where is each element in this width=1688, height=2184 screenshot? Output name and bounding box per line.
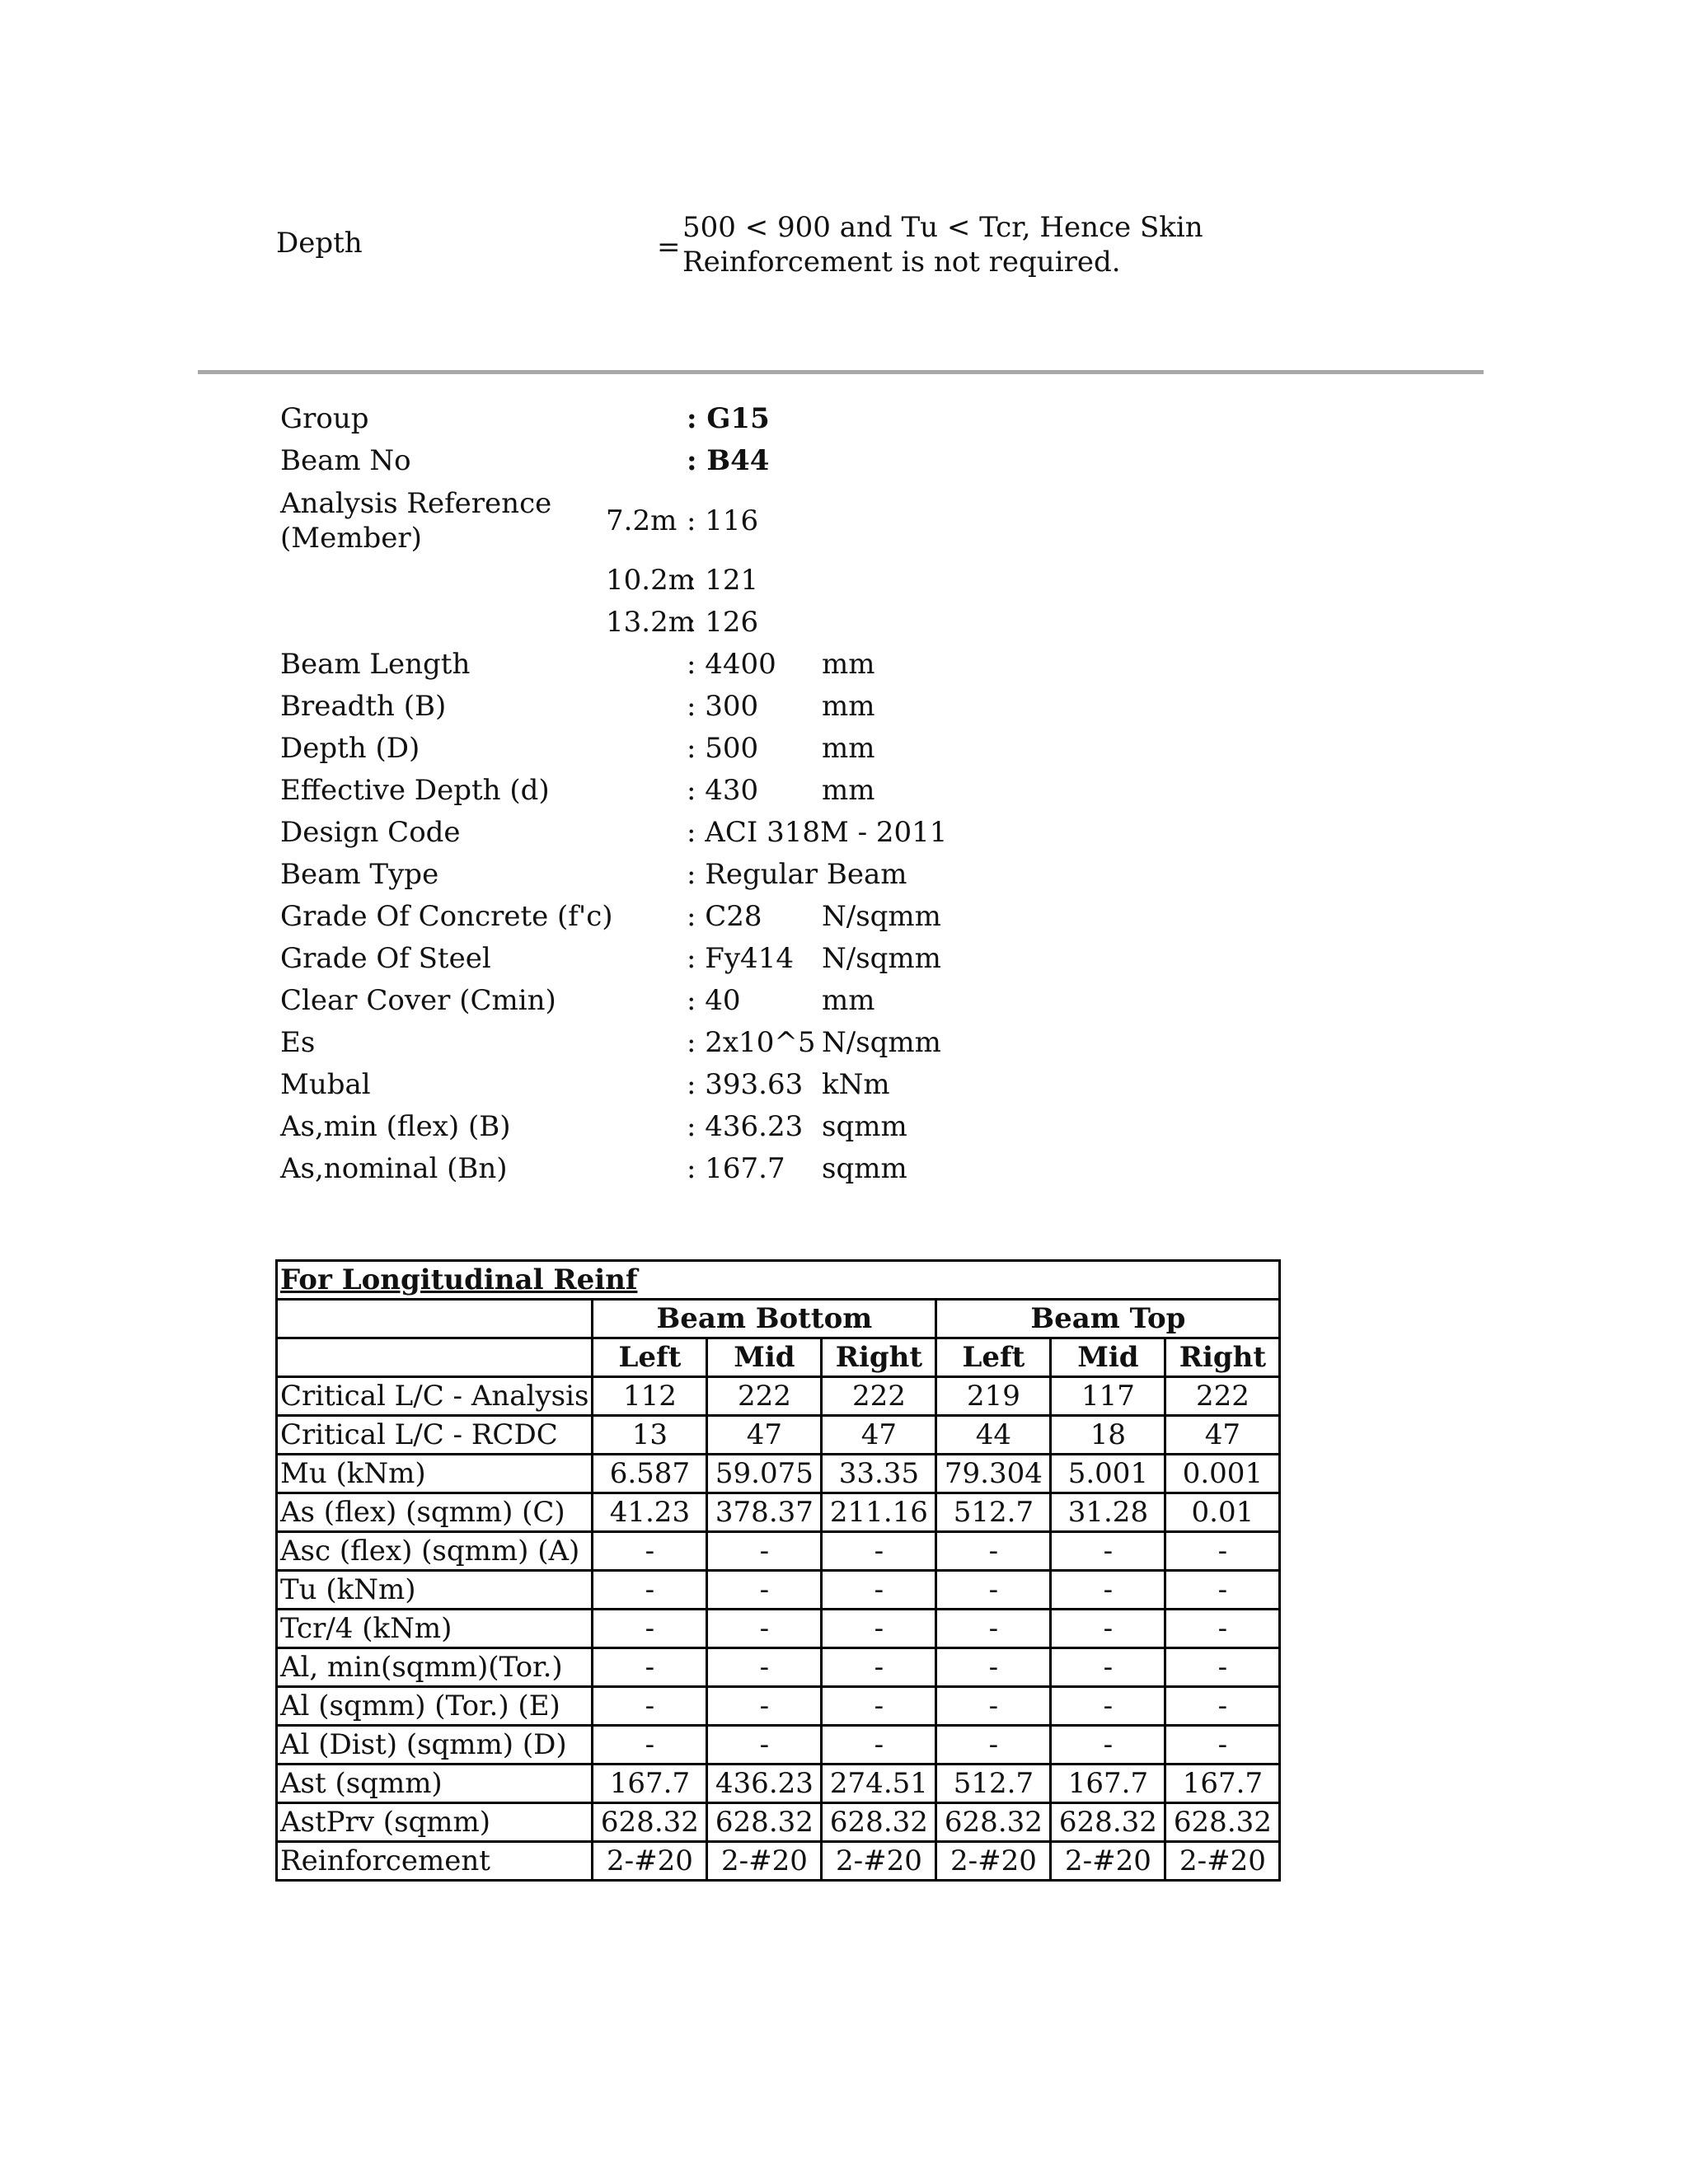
table-cell: - (936, 1687, 1051, 1726)
beam-no-value: : B44 (687, 444, 770, 477)
skin-check-text: 500 < 900 and Tu < Tcr, Hence Skin Reinforcement is not required. (682, 211, 1203, 279)
table-cell: 112 (593, 1377, 707, 1416)
param-unit: mm (822, 774, 875, 807)
table-cell: 219 (936, 1377, 1051, 1416)
table-cell: - (593, 1687, 707, 1726)
param-value: : 430 (687, 774, 759, 807)
param-label: Grade Of Concrete (f'c) (280, 900, 613, 933)
table-cell: - (707, 1532, 822, 1571)
table-cell: 222 (707, 1377, 822, 1416)
table-cell: 41.23 (593, 1493, 707, 1532)
param-label: Breadth (B) (280, 690, 447, 723)
param-label: Es (280, 1026, 316, 1059)
table-cell: 2-#20 (593, 1842, 707, 1881)
table-cell: - (1051, 1726, 1165, 1765)
table-cell: - (1165, 1532, 1280, 1571)
table-cell: - (1165, 1687, 1280, 1726)
table-cell: 211.16 (822, 1493, 936, 1532)
table-cell: - (822, 1648, 936, 1687)
table-cell: 628.32 (822, 1803, 936, 1842)
table-cell: 18 (1051, 1416, 1165, 1455)
table-cell: - (707, 1687, 822, 1726)
skin-check-label: Depth (276, 227, 363, 260)
param-value: : C28 (687, 900, 762, 933)
row-label: Tu (kNm) (277, 1571, 593, 1610)
analysis-ref-member: : 116 (687, 504, 759, 537)
table-cell: 2-#20 (822, 1842, 936, 1881)
table-row (277, 1455, 1280, 1493)
param-value: : 4400 (687, 648, 776, 681)
table-cell: - (822, 1571, 936, 1610)
table-cell: 6.587 (593, 1455, 707, 1493)
table-cell: - (593, 1648, 707, 1687)
row-label: Al (sqmm) (Tor.) (E) (277, 1687, 593, 1726)
param-label: Beam Type (280, 858, 439, 891)
longitudinal-reinf-table (275, 1259, 1281, 1882)
param-label: Mubal (280, 1068, 371, 1101)
table-cell: 47 (822, 1416, 936, 1455)
row-label: Mu (kNm) (277, 1455, 593, 1493)
row-label: Reinforcement (277, 1842, 593, 1881)
table-cell: 117 (1051, 1377, 1165, 1416)
param-label: Depth (D) (280, 732, 420, 765)
table-cell: 167.7 (1165, 1765, 1280, 1803)
analysis-ref-member: : 121 (687, 564, 759, 597)
param-value: : ACI 318M - 2011 (687, 816, 948, 849)
analysis-ref-level: 13.2m (606, 606, 695, 639)
table-row (277, 1765, 1280, 1803)
param-unit: mm (822, 690, 875, 723)
table-cell: 628.32 (1165, 1803, 1280, 1842)
beam-no-label: Beam No (280, 444, 411, 477)
table-cell: 222 (1165, 1377, 1280, 1416)
row-label: Al (Dist) (sqmm) (D) (277, 1726, 593, 1765)
table-row (277, 1726, 1280, 1765)
table-cell: 222 (822, 1377, 936, 1416)
table-cell: - (1165, 1571, 1280, 1610)
table-row (277, 1610, 1280, 1648)
param-unit: sqmm (822, 1110, 907, 1143)
param-value: : 40 (687, 984, 741, 1017)
row-label: Tcr/4 (kNm) (277, 1610, 593, 1648)
param-unit: N/sqmm (822, 942, 941, 975)
table-row (277, 1803, 1280, 1842)
param-label: Beam Length (280, 648, 471, 681)
param-label: As,nominal (Bn) (280, 1152, 508, 1185)
row-label: Asc (flex) (sqmm) (A) (277, 1532, 593, 1571)
column-header-left: Left (936, 1338, 1051, 1377)
skin-check-equals: = (657, 231, 681, 264)
column-header-left: Left (593, 1338, 707, 1377)
table-cell: - (1051, 1687, 1165, 1726)
column-header-right: Right (822, 1338, 936, 1377)
table-cell: 31.28 (1051, 1493, 1165, 1532)
param-value: : Fy414 (687, 942, 794, 975)
table-cell: - (707, 1610, 822, 1648)
group-label: Group (280, 402, 369, 435)
param-unit: mm (822, 648, 875, 681)
table-cell: 274.51 (822, 1765, 936, 1803)
table-group-header-row (277, 1300, 1280, 1338)
param-value: : Regular Beam (687, 858, 907, 891)
column-header-mid: Mid (1051, 1338, 1165, 1377)
table-cell: - (936, 1532, 1051, 1571)
table-cell: - (1051, 1532, 1165, 1571)
param-value: : 300 (687, 690, 759, 723)
table-row (277, 1842, 1280, 1881)
table-cell: - (1051, 1571, 1165, 1610)
table-cell: 5.001 (1051, 1455, 1165, 1493)
row-label: Critical L/C - RCDC (277, 1416, 593, 1455)
table-cell: - (593, 1571, 707, 1610)
param-unit: sqmm (822, 1152, 907, 1185)
param-label: Grade Of Steel (280, 942, 491, 975)
param-unit: mm (822, 984, 875, 1017)
table-cell: 436.23 (707, 1765, 822, 1803)
table-row (277, 1532, 1280, 1571)
param-value: : 393.63 (687, 1068, 804, 1101)
analysis-ref-member: : 126 (687, 606, 759, 639)
table-cell: 2-#20 (1051, 1842, 1165, 1881)
param-value: : 2x10^5 (687, 1026, 816, 1059)
table-cell: - (593, 1726, 707, 1765)
table-cell: - (1165, 1726, 1280, 1765)
table-cell: - (822, 1726, 936, 1765)
table-cell: - (822, 1687, 936, 1726)
table-corner-cell (277, 1300, 593, 1338)
analysis-ref-level: 10.2m (606, 564, 695, 597)
table-row (277, 1377, 1280, 1416)
param-label: Effective Depth (d) (280, 774, 550, 807)
table-cell: - (936, 1610, 1051, 1648)
table-cell: - (822, 1610, 936, 1648)
table-sub-header-row (277, 1338, 1280, 1377)
param-unit: mm (822, 732, 875, 765)
table-row (277, 1571, 1280, 1610)
analysis-reference-label: Analysis Reference (Member) (280, 487, 552, 555)
analysis-ref-level: 7.2m (606, 504, 678, 537)
table-cell: - (1051, 1610, 1165, 1648)
table-title: For Longitudinal Reinf (277, 1261, 1280, 1300)
table-cell: - (936, 1648, 1051, 1687)
row-label: AstPrv (sqmm) (277, 1803, 593, 1842)
table-cell: - (936, 1726, 1051, 1765)
table-corner-cell (277, 1338, 593, 1377)
table-cell: 47 (1165, 1416, 1280, 1455)
column-header-mid: Mid (707, 1338, 822, 1377)
table-cell: 79.304 (936, 1455, 1051, 1493)
table-cell: 167.7 (593, 1765, 707, 1803)
table-cell: - (936, 1571, 1051, 1610)
table-body (277, 1377, 1280, 1881)
table-cell: 0.01 (1165, 1493, 1280, 1532)
param-label: Design Code (280, 816, 461, 849)
table-cell: 59.075 (707, 1455, 822, 1493)
table-cell: 167.7 (1051, 1765, 1165, 1803)
table-cell: 0.001 (1165, 1455, 1280, 1493)
param-unit: N/sqmm (822, 900, 941, 933)
table-cell: 47 (707, 1416, 822, 1455)
table-row (277, 1687, 1280, 1726)
beam-top-header: Beam Top (936, 1300, 1280, 1338)
table-row (277, 1648, 1280, 1687)
table-cell: - (707, 1726, 822, 1765)
table-cell: - (707, 1571, 822, 1610)
table-cell: - (1165, 1648, 1280, 1687)
row-label: Al, min(sqmm)(Tor.) (277, 1648, 593, 1687)
section-divider (198, 370, 1484, 374)
table-cell: 13 (593, 1416, 707, 1455)
table-row (277, 1416, 1280, 1455)
table-cell: 512.7 (936, 1493, 1051, 1532)
column-header-right: Right (1165, 1338, 1280, 1377)
table-cell: 378.37 (707, 1493, 822, 1532)
table-cell: - (593, 1610, 707, 1648)
table-cell: 628.32 (593, 1803, 707, 1842)
param-unit: kNm (822, 1068, 890, 1101)
table-cell: - (1051, 1648, 1165, 1687)
table-cell: - (822, 1532, 936, 1571)
table-cell: - (707, 1648, 822, 1687)
table-cell: 33.35 (822, 1455, 936, 1493)
param-value: : 500 (687, 732, 759, 765)
group-value: : G15 (687, 402, 770, 435)
table-cell: 512.7 (936, 1765, 1051, 1803)
table-cell: - (593, 1532, 707, 1571)
param-label: As,min (flex) (B) (280, 1110, 511, 1143)
table-cell: 628.32 (1051, 1803, 1165, 1842)
table-cell: 2-#20 (1165, 1842, 1280, 1881)
table-title-row (277, 1261, 1280, 1300)
param-value: : 167.7 (687, 1152, 785, 1185)
table-cell: 628.32 (707, 1803, 822, 1842)
table-cell: 628.32 (936, 1803, 1051, 1842)
param-value: : 436.23 (687, 1110, 804, 1143)
row-label: Ast (sqmm) (277, 1765, 593, 1803)
table-row (277, 1493, 1280, 1532)
param-label: Clear Cover (Cmin) (280, 984, 556, 1017)
table-cell: 44 (936, 1416, 1051, 1455)
row-label: As (flex) (sqmm) (C) (277, 1493, 593, 1532)
param-unit: N/sqmm (822, 1026, 941, 1059)
table-cell: - (1165, 1610, 1280, 1648)
beam-bottom-header: Beam Bottom (593, 1300, 936, 1338)
table-cell: 2-#20 (707, 1842, 822, 1881)
row-label: Critical L/C - Analysis (277, 1377, 593, 1416)
table-cell: 2-#20 (936, 1842, 1051, 1881)
